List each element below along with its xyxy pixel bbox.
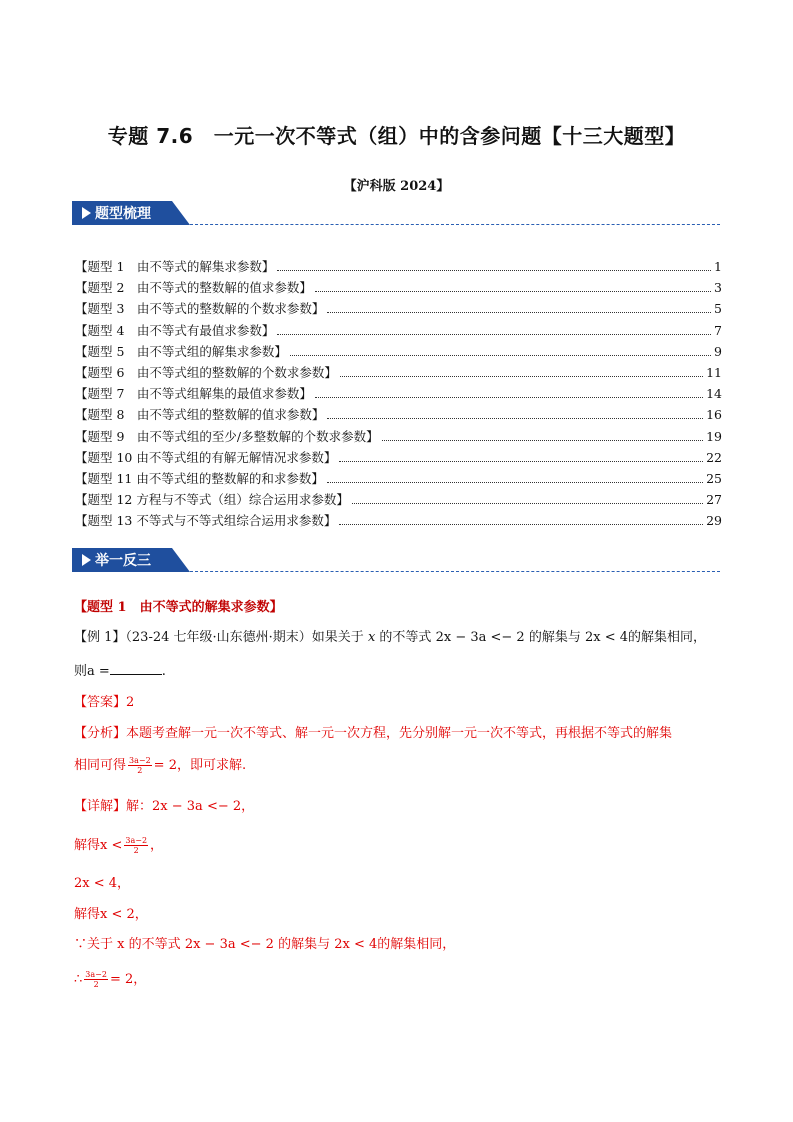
toc-entry-label: 【题型 7 由不等式组解集的最值求参数】: [75, 386, 312, 402]
toc-entry[interactable]: [75, 405, 722, 426]
math-fraction: [84, 970, 108, 989]
toc-leader-dots: [339, 524, 703, 525]
toc-page-number: 22: [706, 449, 722, 465]
toc-entry[interactable]: [75, 363, 722, 384]
detail-text: 的解集与: [278, 937, 331, 952]
fraction-numerator: 3a−2: [85, 970, 107, 979]
play-triangle-icon: [82, 554, 91, 566]
math-var: x: [117, 937, 125, 952]
toc-entry[interactable]: [75, 257, 722, 278]
toc-leader-dots: [382, 440, 703, 441]
math-inequality: 2x < 4: [334, 937, 378, 952]
detail-text: 的不等式: [128, 937, 181, 952]
because-symbol: ∵: [74, 937, 88, 952]
toc-leader-dots: [327, 482, 703, 483]
detail-text: 解得: [74, 907, 101, 922]
math-var: x: [367, 630, 376, 645]
toc-entry[interactable]: [75, 321, 722, 342]
toc-entry[interactable]: [75, 469, 722, 490]
toc-page-number: 7: [714, 322, 722, 338]
example-text: 如果关于: [311, 630, 364, 645]
toc-entry-label: 【题型 3 由不等式的整数解的个数求参数】: [75, 301, 325, 317]
toc-entry[interactable]: [75, 490, 722, 511]
math-inequality: 2x − 3a <− 2，: [152, 799, 255, 814]
example-question: [74, 628, 724, 648]
math-fraction: [124, 836, 148, 855]
example-source: （23-24 七年级·山东德州·期末）: [125, 630, 312, 645]
toc-leader-dots: [339, 461, 703, 462]
math-expr: x <: [100, 838, 123, 853]
toc-entry[interactable]: [75, 278, 722, 299]
example-text: .: [161, 664, 166, 679]
detail-label: 【详解】: [74, 799, 127, 814]
example-text: 的解集相同，: [628, 630, 707, 645]
toc-entry-label: 【题型 9 由不等式组的至少/多整数解的个数求参数】: [75, 428, 379, 444]
toc-page-number: 16: [706, 407, 722, 423]
toc-page-number: 27: [706, 492, 722, 508]
math-fraction: [128, 756, 152, 775]
math-expr: a =: [87, 664, 110, 679]
analysis-text: 相同可得: [74, 758, 127, 773]
document-title: 专题 7.6 一元一次不等式（组）中的含参问题【十三大题型】: [107, 124, 686, 148]
math-inequality: 2x < 4，: [74, 876, 131, 891]
toc-leader-dots: [290, 355, 711, 356]
fraction-numerator: 3a−2: [125, 836, 148, 845]
toc-entry-label: 【题型 11 由不等式组的整数解的和求参数】: [75, 470, 324, 486]
toc-entry-label: 【题型 4 由不等式有最值求参数】: [75, 322, 275, 338]
outline-banner: [72, 201, 722, 225]
analysis-text: 本题考查解一元一次不等式、解一元一次方程，先分别解一元一次不等式，再根据不等式的解集: [126, 726, 673, 741]
toc-entry-label: 【题型 5 由不等式组的解集求参数】: [75, 343, 287, 359]
toc-entry[interactable]: [75, 384, 722, 405]
dashed-divider: [190, 571, 720, 572]
toc-leader-dots: [277, 334, 711, 335]
toc-entry-label: 【题型 1 由不等式的解集求参数】: [75, 259, 275, 274]
analysis-line-1: [74, 724, 724, 744]
detail-text: ，: [150, 838, 164, 853]
detail-line-3: [74, 874, 724, 894]
example-label: 【例 1】: [74, 630, 126, 645]
fraction-numerator: 3a−2: [129, 756, 151, 765]
toc-page-number: 14: [706, 386, 722, 402]
toc-leader-dots: [315, 397, 703, 398]
toc-entry-label: 【题型 6 由不等式组的整数解的个数求参数】: [75, 364, 337, 380]
toc-page-number: 5: [714, 301, 722, 317]
toc-leader-dots: [277, 270, 711, 271]
detail-line-1: [74, 797, 724, 817]
toc-page-number: 3: [714, 280, 722, 296]
toc-entry-label: 【题型 2 由不等式的整数解的值求参数】: [75, 280, 312, 296]
examples-banner-label: 举一反三: [95, 553, 151, 569]
example-text: 的不等式: [379, 630, 432, 645]
detail-text: 解：: [126, 799, 153, 814]
toc-entry-label: 【题型 8 由不等式组的整数解的值求参数】: [75, 407, 325, 423]
toc-leader-dots: [327, 418, 703, 419]
therefore-symbol: ∴: [74, 972, 83, 987]
toc-entry-label: 【题型 10 由不等式组的有解无解情况求参数】: [75, 449, 337, 465]
example-blank-line: [74, 662, 724, 682]
toc-page-number: 9: [714, 343, 722, 359]
toc-entry[interactable]: [75, 342, 722, 363]
answer-label: 【答案】: [74, 695, 127, 710]
math-inequality: x < 2，: [100, 907, 148, 922]
answer-value: 2: [126, 695, 135, 710]
analysis-line-2: [74, 756, 724, 776]
outline-banner-label: 题型梳理: [95, 206, 151, 222]
detail-text: 解得: [74, 838, 101, 853]
math-inequality: 2x − 3a <− 2: [435, 630, 525, 645]
play-triangle-icon: [82, 207, 91, 219]
toc-leader-dots: [315, 291, 711, 292]
toc-entry[interactable]: [75, 511, 722, 532]
toc-page-number: 1: [714, 259, 722, 274]
toc-entry-label: 【题型 12 方程与不等式（组）综合运用求参数】: [75, 492, 349, 508]
detail-line-5: [74, 935, 724, 955]
detail-text: 的解集相同，: [377, 937, 456, 952]
toc-page-number: 11: [706, 364, 722, 380]
example-text: 则: [74, 664, 88, 679]
analysis-label: 【分析】: [74, 726, 127, 741]
edition-label: 【沪科版 2024】: [343, 179, 450, 194]
toc-page-number: 29: [706, 513, 722, 529]
answer-blank: [110, 662, 162, 675]
math-inequality: 2x − 3a <− 2: [184, 937, 274, 952]
fraction-denominator: 2: [133, 846, 139, 855]
toc-leader-dots: [340, 376, 703, 377]
section-heading: 【题型 1 由不等式的解集求参数】: [74, 600, 283, 615]
fraction-denominator: 2: [93, 980, 99, 989]
math-expr: = 2: [153, 758, 177, 773]
math-expr: = 2，: [109, 972, 147, 987]
toc-page-number: 19: [706, 428, 722, 444]
detail-line-2: [74, 836, 724, 856]
dashed-divider: [190, 224, 720, 225]
toc-entry-label: 【题型 13 不等式与不等式组综合运用求参数】: [75, 513, 337, 529]
toc-page-number: 25: [706, 470, 722, 486]
detail-line-4: [74, 905, 724, 925]
detail-text: 关于: [87, 937, 114, 952]
math-inequality: 2x < 4: [584, 630, 629, 645]
toc-leader-dots: [352, 503, 703, 504]
toc-entry[interactable]: [75, 299, 722, 320]
fraction-denominator: 2: [137, 766, 143, 775]
toc-leader-dots: [327, 312, 711, 313]
example-text: 的解集与: [528, 630, 581, 645]
answer-line: [74, 693, 724, 713]
toc-entry[interactable]: [75, 448, 722, 469]
toc-entry[interactable]: [75, 427, 722, 448]
examples-banner: [72, 548, 722, 572]
detail-line-6: [74, 970, 724, 990]
analysis-text: ，即可求解.: [176, 758, 247, 773]
table-of-contents: [75, 257, 722, 532]
